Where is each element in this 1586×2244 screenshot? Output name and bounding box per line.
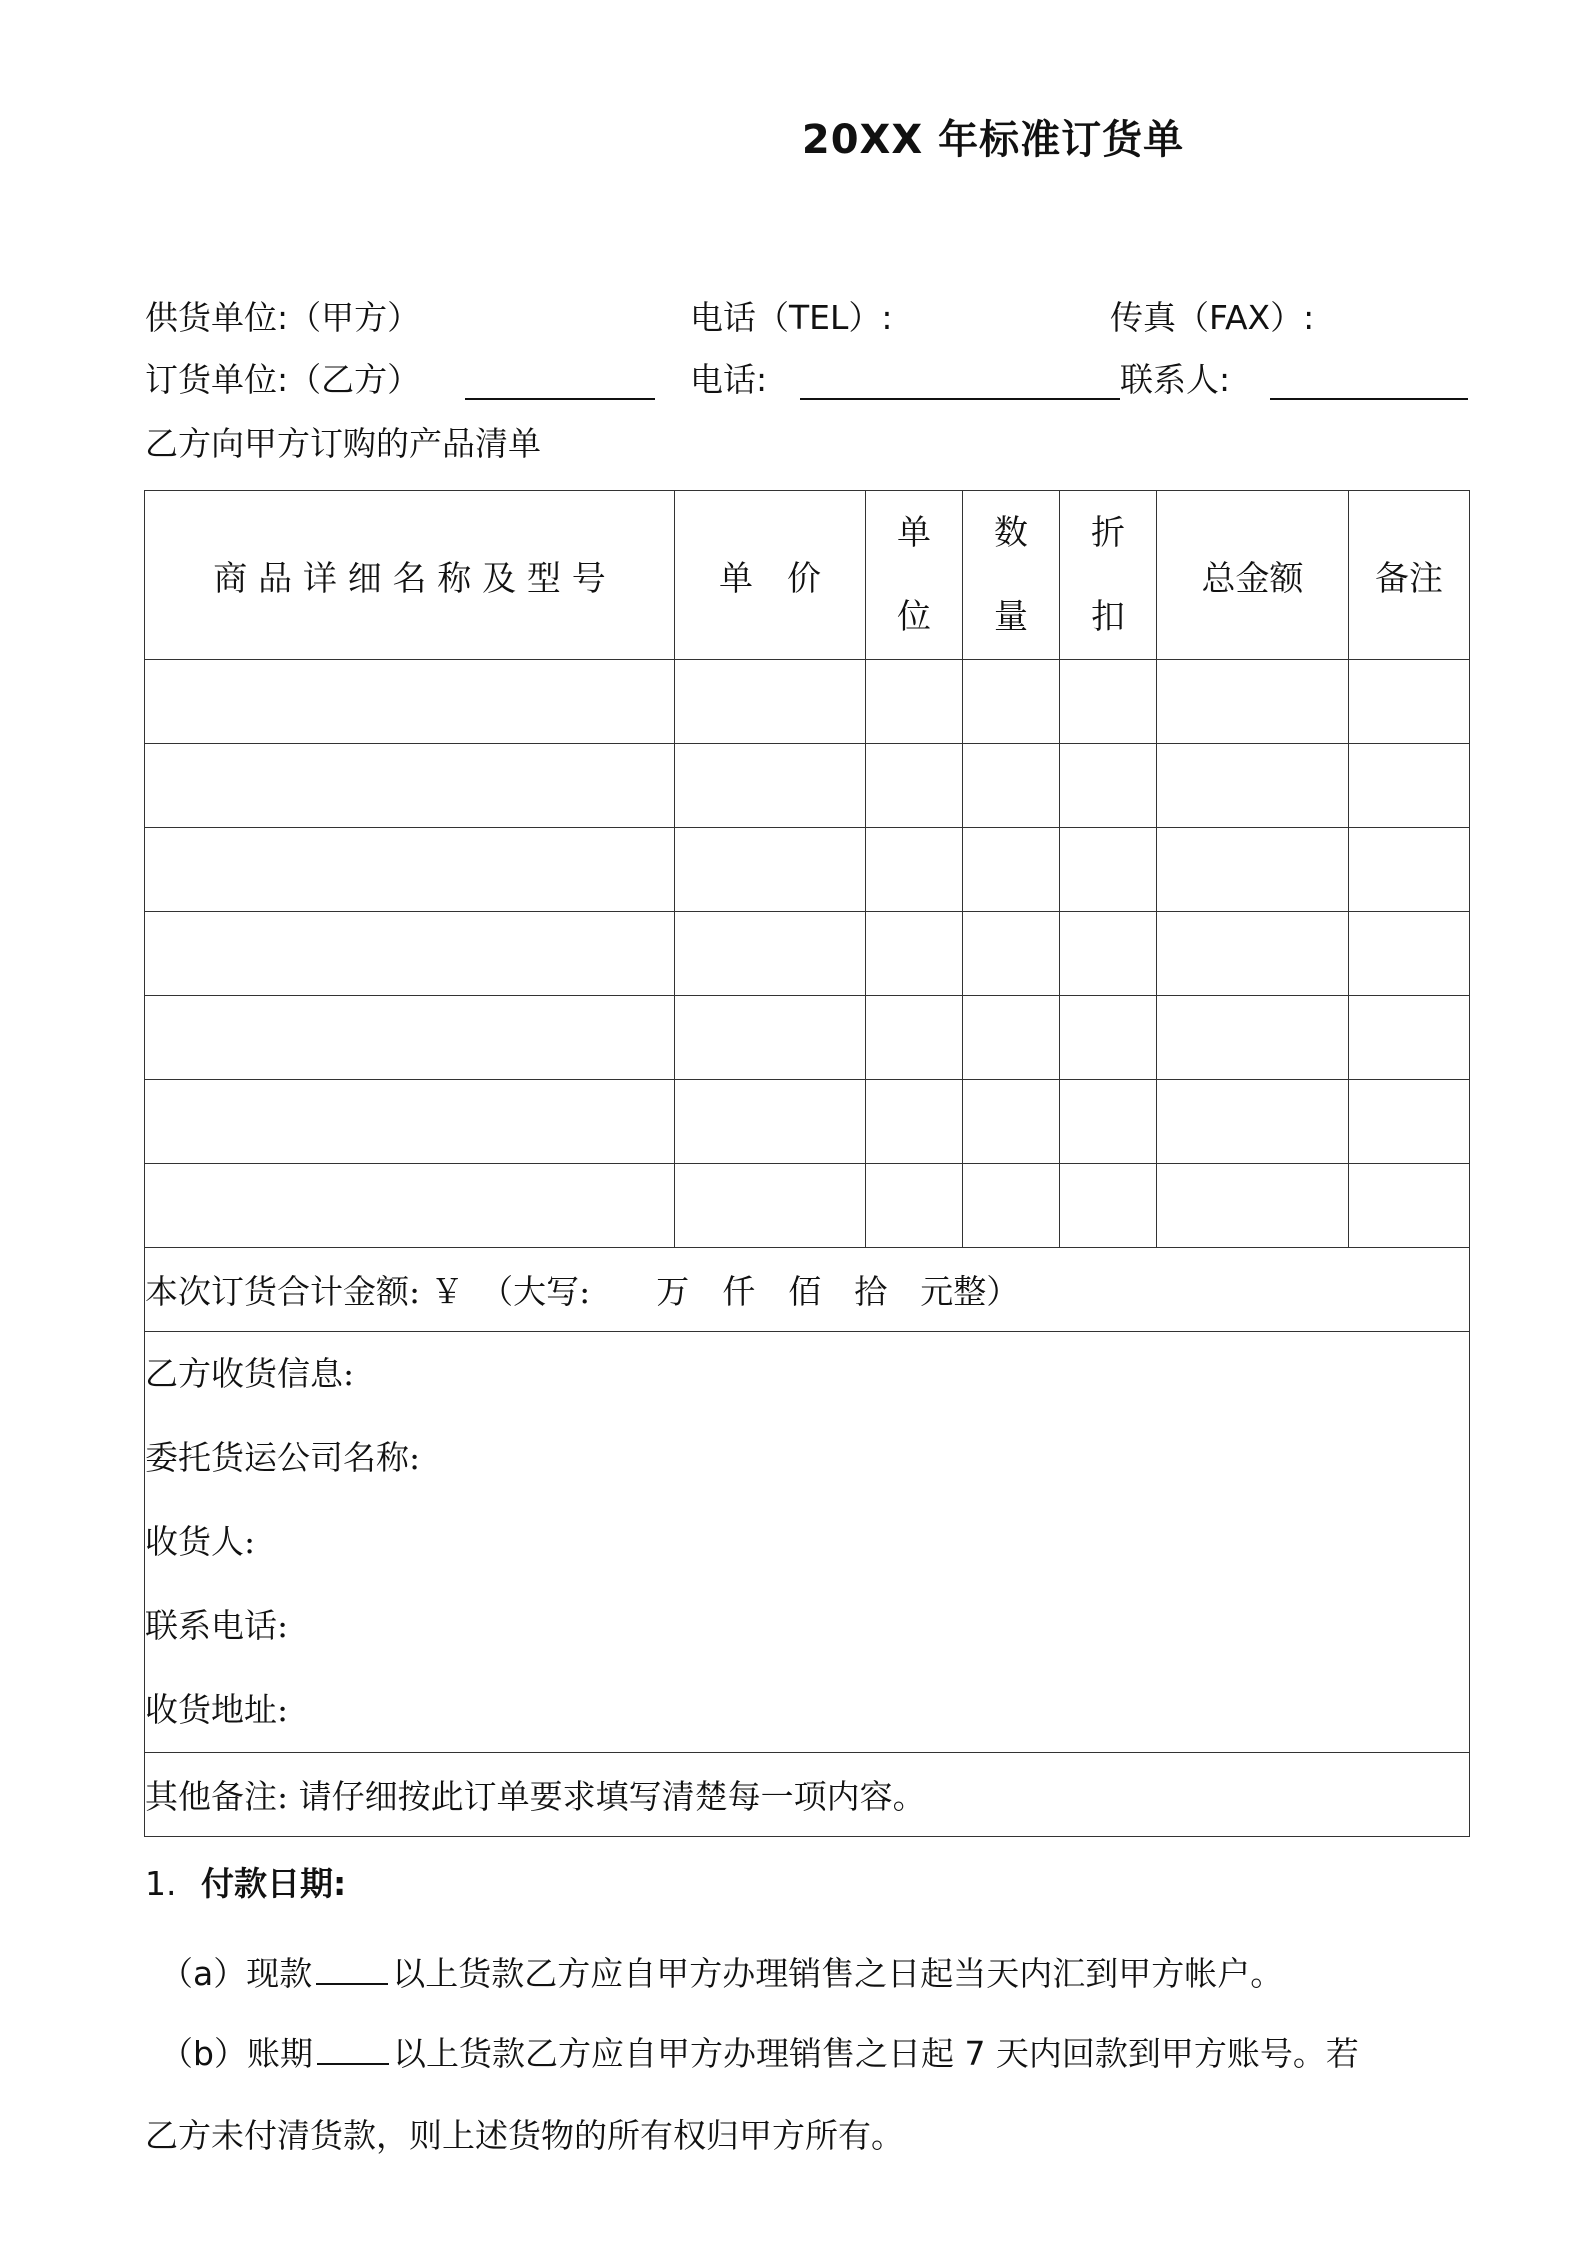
- delivery-address-label: 收货地址:: [145, 1690, 289, 1729]
- payment-a-prefix: （a）现款: [160, 1954, 313, 1993]
- receiving-info-cell[interactable]: [145, 1332, 1470, 1753]
- table-cell[interactable]: [963, 1080, 1060, 1164]
- table-cell[interactable]: [675, 744, 866, 828]
- table-cell[interactable]: [145, 1080, 675, 1164]
- table-cell[interactable]: [1349, 828, 1470, 912]
- col-header-discount-bottom: 扣: [1091, 597, 1125, 637]
- table-cell[interactable]: [1349, 660, 1470, 744]
- col-header-quantity-bottom: 量: [994, 597, 1028, 637]
- contact-label: 联系人:: [1120, 360, 1231, 399]
- payment-heading-number: 1.: [145, 1864, 177, 1903]
- product-list-intro: 乙方向甲方订购的产品清单: [145, 424, 541, 463]
- table-cell[interactable]: [1060, 996, 1157, 1080]
- payment-heading-text: 付款日期:: [201, 1864, 347, 1903]
- table-cell[interactable]: [145, 744, 675, 828]
- table-cell[interactable]: [145, 996, 675, 1080]
- payment-item-a: [160, 1948, 1283, 1995]
- table-cell[interactable]: [675, 828, 866, 912]
- buyer-label: 订货单位:（乙方）: [145, 360, 421, 399]
- payment-item-b: [160, 2028, 1359, 2075]
- table-cell[interactable]: [866, 1080, 963, 1164]
- table-cell[interactable]: [145, 660, 675, 744]
- table-cell[interactable]: [963, 1164, 1060, 1248]
- table-cell[interactable]: [675, 996, 866, 1080]
- table-cell[interactable]: [866, 744, 963, 828]
- col-header-quantity-top: 数: [994, 513, 1028, 553]
- col-header-unit-bottom: 位: [897, 597, 931, 637]
- table-cell[interactable]: [866, 912, 963, 996]
- table-cell[interactable]: [675, 1164, 866, 1248]
- table-cell[interactable]: [1060, 912, 1157, 996]
- table-cell[interactable]: [1349, 996, 1470, 1080]
- consignee-label: 收货人:: [145, 1522, 256, 1561]
- receiving-info-heading: 乙方收货信息:: [145, 1354, 355, 1393]
- order-table: [144, 490, 1470, 1837]
- table-cell[interactable]: [145, 1164, 675, 1248]
- table-cell[interactable]: [1157, 828, 1349, 912]
- total-amount-line[interactable]: 本次订货合计金额: ￥ （大写: 万 仟 佰 拾 元整）: [145, 1248, 1470, 1332]
- payment-b-blank[interactable]: [317, 2033, 389, 2065]
- col-header-unit: [866, 491, 963, 660]
- table-cell[interactable]: [1157, 912, 1349, 996]
- col-header-total-amount: 总金额: [1157, 491, 1349, 660]
- table-cell[interactable]: [963, 660, 1060, 744]
- table-row: [145, 996, 1470, 1080]
- table-cell[interactable]: [1060, 1164, 1157, 1248]
- table-row: [145, 828, 1470, 912]
- table-cell[interactable]: [1060, 744, 1157, 828]
- table-cell[interactable]: [1349, 912, 1470, 996]
- table-cell[interactable]: [1157, 744, 1349, 828]
- total-amount-row: [145, 1248, 1470, 1332]
- table-cell[interactable]: [1060, 828, 1157, 912]
- other-notes-row: [145, 1753, 1470, 1837]
- page-title: 20XX 年标准订货单: [801, 117, 1185, 163]
- col-header-unit-top: 单: [897, 513, 931, 553]
- col-header-discount: [1060, 491, 1157, 660]
- table-cell[interactable]: [1349, 1080, 1470, 1164]
- table-cell[interactable]: [1349, 1164, 1470, 1248]
- col-header-quantity: [963, 491, 1060, 660]
- tel-label: 电话（TEL）:: [690, 298, 893, 337]
- col-header-unit-price: 单 价: [675, 491, 866, 660]
- buyer-blank[interactable]: [465, 398, 655, 400]
- fax-label: 传真（FAX）:: [1110, 298, 1315, 337]
- payment-item-b-continued: 乙方未付清货款，则上述货物的所有权归甲方所有。: [145, 2116, 904, 2155]
- table-cell[interactable]: [675, 912, 866, 996]
- table-cell[interactable]: [1060, 660, 1157, 744]
- other-notes-line: 其他备注: 请仔细按此订单要求填写清楚每一项内容。: [145, 1753, 1470, 1837]
- table-row: [145, 1080, 1470, 1164]
- table-cell[interactable]: [866, 660, 963, 744]
- table-row: [145, 744, 1470, 828]
- payment-a-blank[interactable]: [316, 1953, 388, 1985]
- table-header-row: [145, 491, 1470, 660]
- table-cell[interactable]: [1157, 1080, 1349, 1164]
- supplier-label: 供货单位:（甲方）: [145, 298, 421, 337]
- contact-blank[interactable]: [1270, 398, 1468, 400]
- table-cell[interactable]: [1060, 1080, 1157, 1164]
- phone-label: 电话:: [690, 360, 768, 399]
- table-row: [145, 912, 1470, 996]
- table-cell[interactable]: [675, 660, 866, 744]
- payment-heading: [145, 1858, 346, 1905]
- table-cell[interactable]: [963, 744, 1060, 828]
- table-cell[interactable]: [145, 912, 675, 996]
- payment-b-prefix: （b）账期: [160, 2034, 313, 2073]
- col-header-discount-top: 折: [1091, 513, 1125, 553]
- table-cell[interactable]: [1349, 744, 1470, 828]
- table-cell[interactable]: [1157, 996, 1349, 1080]
- payment-a-text: 以上货款乙方应自甲方办理销售之日起当天内汇到甲方帐户。: [392, 1954, 1284, 1993]
- contact-phone-label: 联系电话:: [145, 1606, 289, 1645]
- table-cell[interactable]: [866, 996, 963, 1080]
- table-cell[interactable]: [1157, 1164, 1349, 1248]
- payment-b-text: 以上货款乙方应自甲方办理销售之日起 7 天内回款到甲方账号。若: [392, 2034, 1359, 2073]
- table-cell[interactable]: [675, 1080, 866, 1164]
- table-row: [145, 660, 1470, 744]
- col-header-product: 商 品 详 细 名 称 及 型 号: [145, 491, 675, 660]
- freight-company-label: 委托货运公司名称:: [145, 1438, 421, 1477]
- table-cell[interactable]: [1157, 660, 1349, 744]
- table-cell[interactable]: [866, 1164, 963, 1248]
- table-cell[interactable]: [963, 912, 1060, 996]
- phone-blank[interactable]: [800, 398, 1120, 400]
- table-cell[interactable]: [866, 828, 963, 912]
- table-row: [145, 1164, 1470, 1248]
- receiving-info-row: [145, 1332, 1470, 1753]
- table-cell[interactable]: [963, 996, 1060, 1080]
- table-cell[interactable]: [145, 828, 675, 912]
- col-header-remarks: 备注: [1349, 491, 1470, 660]
- table-cell[interactable]: [963, 828, 1060, 912]
